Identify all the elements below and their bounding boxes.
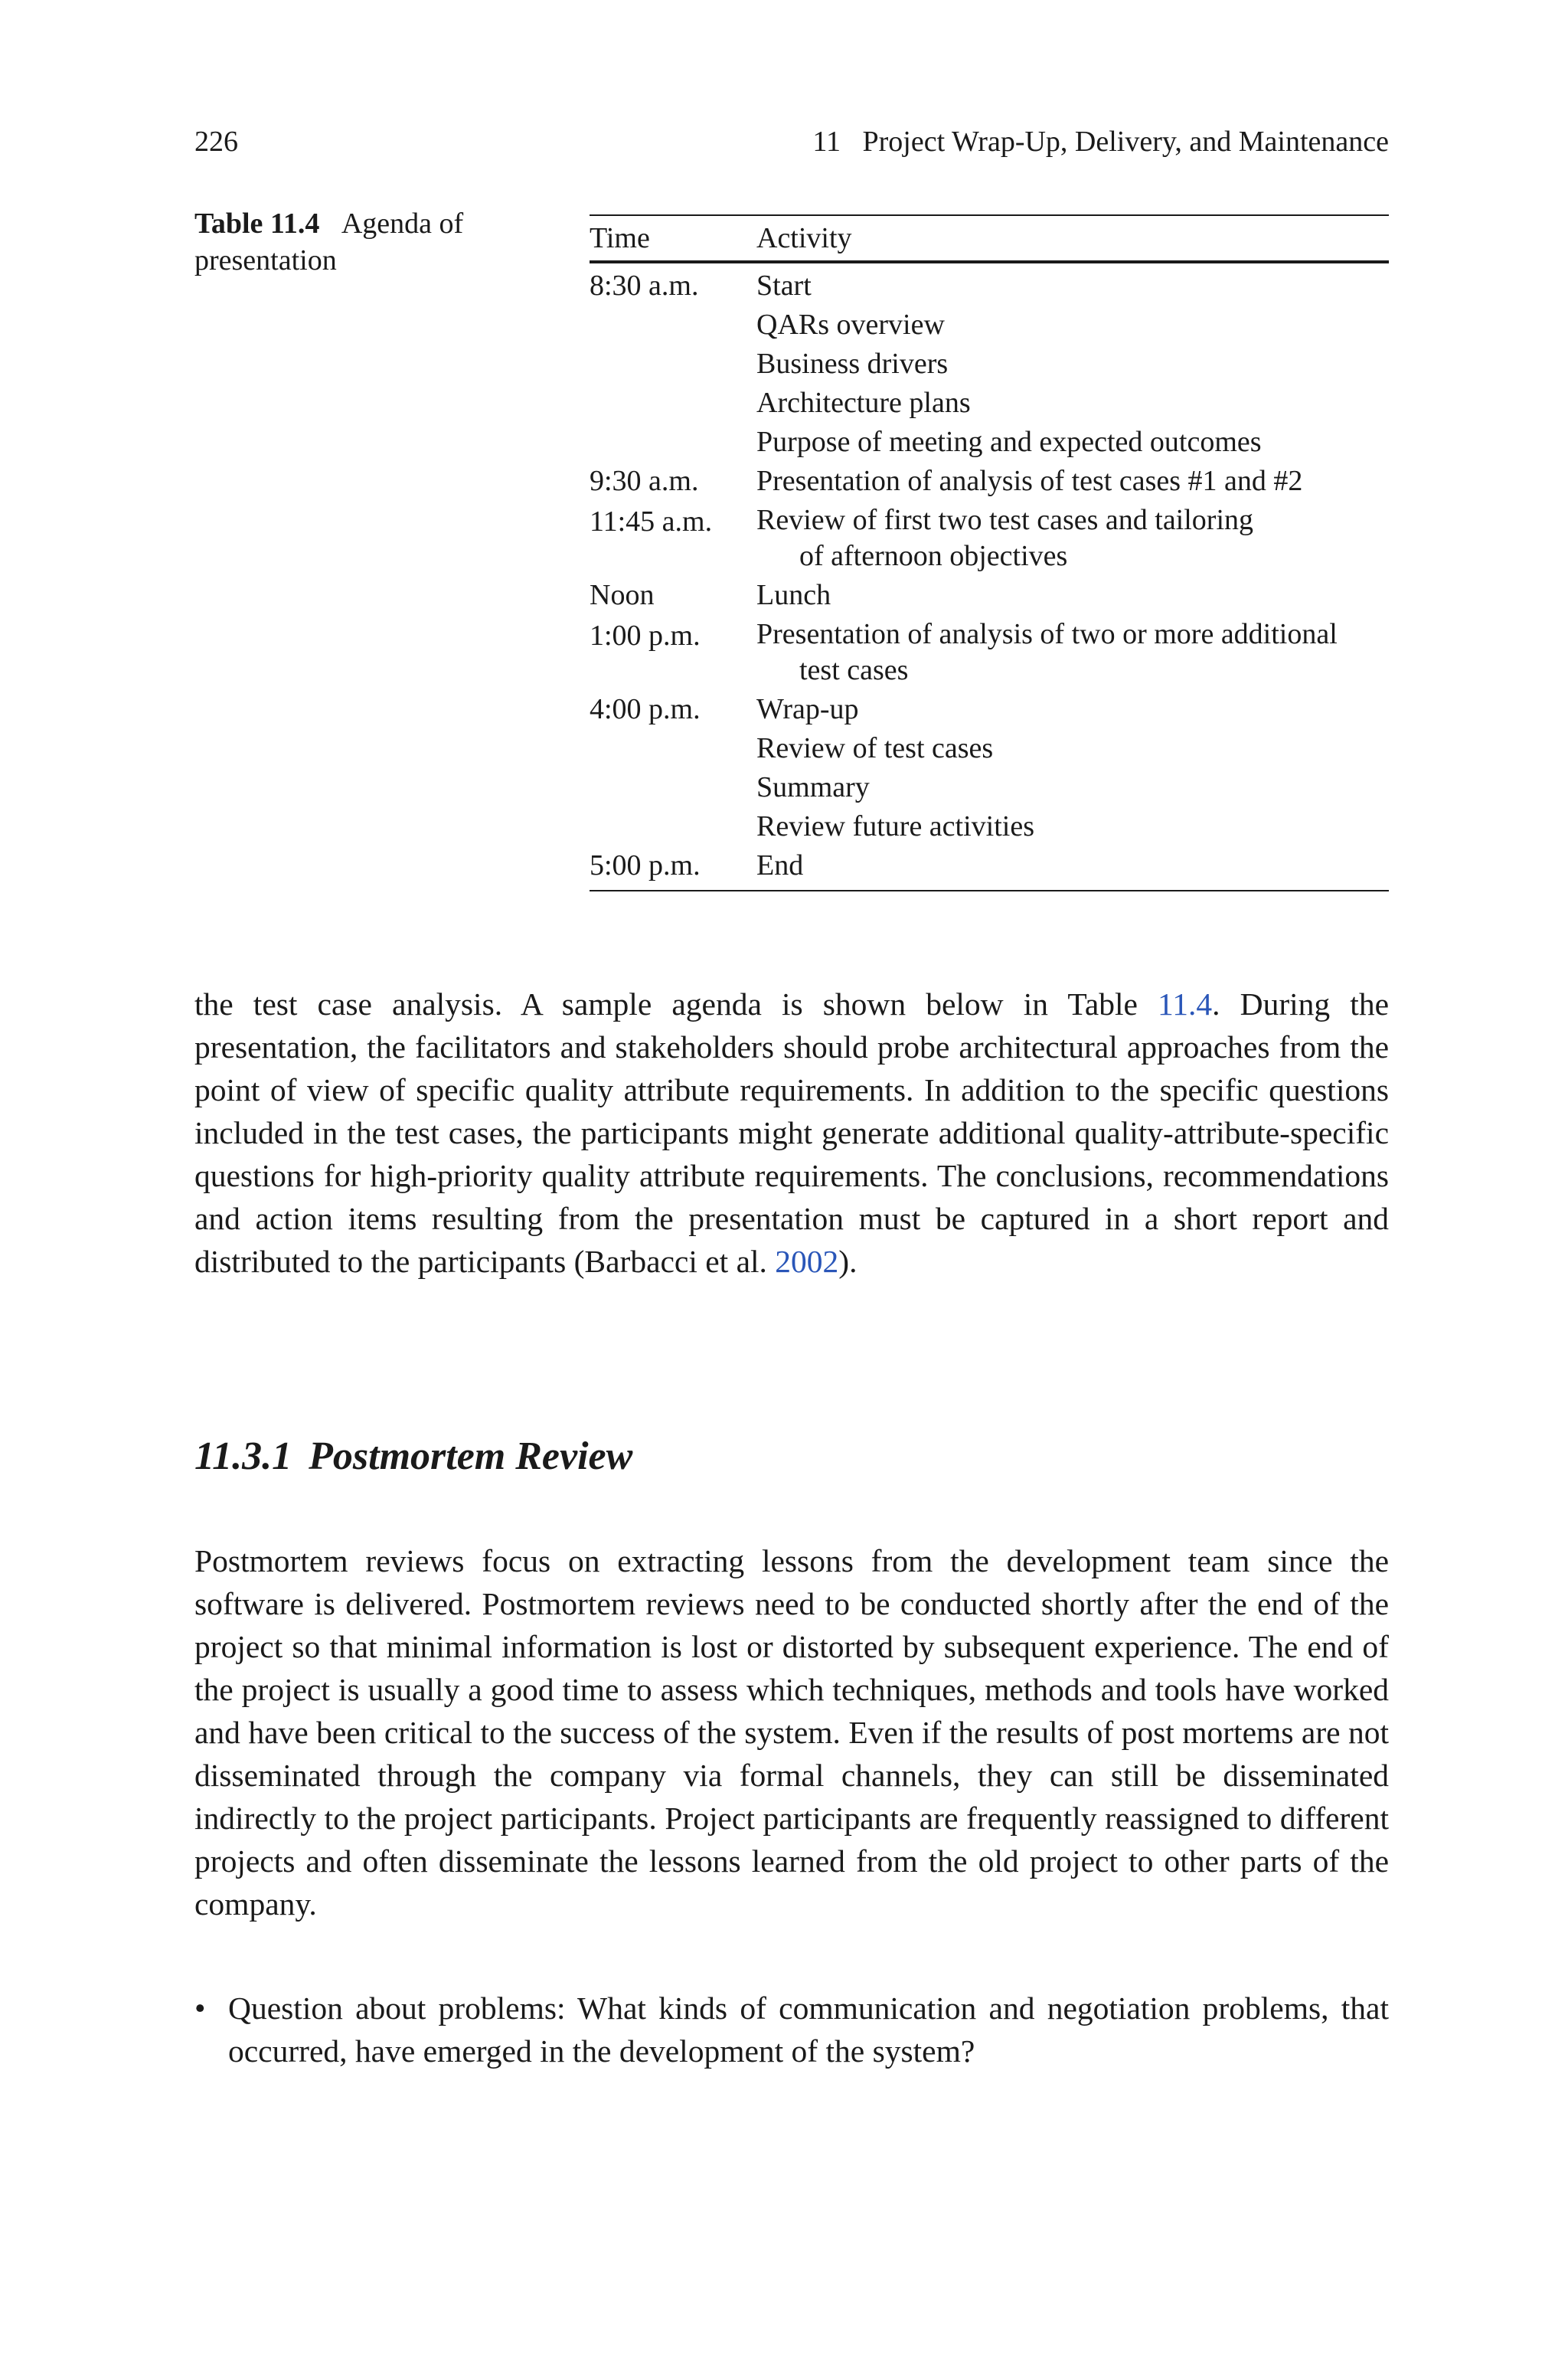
activity-line: Wrap-up — [756, 693, 859, 725]
time-cell — [590, 345, 756, 384]
table-bottom-rule — [590, 890, 1389, 891]
agenda-table — [590, 214, 1389, 891]
activity-line: Start — [756, 270, 812, 302]
body-paragraph-2: Postmortem reviews focus on extracting lessons from the development team since the software is delivered. Postmortem reviews need to be conducted shortly after the end of the project so that minimal information is lost or distorted by subsequent experience. The end of the project is usually a good time to assess which techniques, methods and tools have worked and have been critical to the success of the system. Even if the results of post mortems are not disseminated through the company via formal channels, they can still be disseminated indirectly to the project participants. Project participants are frequently reassigned to different projects and often disseminate the lessons learned from the old project to other parts of the company. — [194, 1543, 1389, 1922]
activity-cell — [756, 576, 1389, 615]
time-cell — [590, 384, 756, 423]
activity-cell — [756, 502, 1389, 574]
activity-cell — [756, 807, 1389, 846]
table-row — [590, 501, 1389, 576]
activity-line: Presentation of analysis of test cases #1 and #2 — [756, 465, 1303, 497]
activity-line: Review future activities — [756, 810, 1034, 842]
time-cell: Noon — [590, 579, 655, 611]
table-row — [590, 690, 1389, 729]
time-cell — [590, 729, 756, 768]
table-row — [590, 306, 1389, 345]
activity-line: test cases — [799, 654, 909, 686]
column-header-activity: Activity — [756, 222, 852, 254]
time-cell: 1:00 p.m. — [590, 620, 701, 652]
table-row — [590, 615, 1389, 690]
running-head — [194, 123, 1389, 161]
table-row — [590, 807, 1389, 846]
bullet-list-item — [194, 1987, 1389, 2072]
page-number: 226 — [194, 126, 238, 158]
activity-cell — [756, 690, 1389, 729]
activity-cell — [756, 345, 1389, 384]
activity-line: Lunch — [756, 579, 831, 611]
body-paragraph-1 — [194, 983, 1389, 1283]
activity-line: Review of test cases — [756, 732, 994, 764]
time-cell: 9:30 a.m. — [590, 465, 699, 497]
time-cell: 8:30 a.m. — [590, 270, 699, 302]
table-header-row — [590, 216, 1389, 260]
paragraph-text: the test case analysis. A sample agenda is shown below in Table — [194, 986, 1158, 1022]
table-row — [590, 267, 1389, 306]
activity-cell — [756, 846, 1389, 885]
time-cell: 4:00 p.m. — [590, 693, 701, 725]
bullet-icon: • — [194, 1990, 206, 2026]
activity-line: Review of first two test cases and tailoring — [756, 504, 1254, 536]
table-label: Table 11.4 — [194, 208, 320, 240]
section-title: Postmortem Review — [309, 1434, 633, 1478]
activity-line: End — [756, 849, 804, 882]
table-caption-text: Agenda of presentation — [194, 208, 464, 276]
table-row — [590, 423, 1389, 462]
citation-year-link[interactable]: 2002 — [775, 1244, 839, 1279]
activity-line: Presentation of analysis of two or more additional — [756, 618, 1338, 650]
activity-cell — [756, 729, 1389, 768]
table-row — [590, 384, 1389, 423]
activity-cell — [756, 617, 1389, 689]
table-body — [590, 263, 1389, 890]
activity-line: Business drivers — [756, 348, 949, 380]
activity-line: Purpose of meeting and expected outcomes — [756, 426, 1262, 458]
table-row — [590, 846, 1389, 885]
paragraph-text: ). — [838, 1244, 858, 1279]
table-row — [590, 576, 1389, 615]
activity-cell — [756, 423, 1389, 462]
time-cell: 11:45 a.m. — [590, 505, 713, 538]
activity-cell — [756, 462, 1389, 501]
time-cell: 5:00 p.m. — [590, 849, 701, 882]
table-row — [590, 768, 1389, 807]
table-reference-link[interactable]: 11.4 — [1158, 986, 1213, 1022]
section-heading — [194, 1432, 632, 1481]
activity-line: Summary — [756, 771, 870, 803]
column-header-time: Time — [590, 222, 650, 254]
activity-cell — [756, 306, 1389, 345]
table-row — [590, 462, 1389, 501]
table-row — [590, 345, 1389, 384]
time-cell — [590, 768, 756, 807]
table-caption — [194, 205, 516, 279]
time-cell — [590, 423, 756, 462]
chapter-running-title: 11 Project Wrap-Up, Delivery, and Maintenance — [812, 126, 1389, 158]
section-number: 11.3.1 — [194, 1434, 292, 1478]
time-cell — [590, 306, 756, 345]
table-row — [590, 729, 1389, 768]
activity-line: Architecture plans — [756, 387, 971, 419]
activity-line: QARs overview — [756, 309, 945, 341]
activity-cell — [756, 768, 1389, 807]
activity-cell — [756, 384, 1389, 423]
activity-line: of afternoon objectives — [799, 540, 1068, 572]
time-cell — [590, 807, 756, 846]
activity-cell — [756, 267, 1389, 306]
paragraph-text: . During the presentation, the facilitators and stakeholders should probe architectural approaches from the point of view of specific quality attribute requirements. In addition to the specific questions included in the test cases, the participants might generate additional quality-attribute-specific questions for high-priority quality attribute requirements. The conclusions, recommendations and action items resulting from the presentation must be captured in a short report and distributed to the participants (Barbacci et al. — [194, 986, 1389, 1279]
bullet-text: Question about problems: What kinds of communication and negotiation problems, that occurred, have emerged in the development of the system? — [228, 1990, 1389, 2069]
